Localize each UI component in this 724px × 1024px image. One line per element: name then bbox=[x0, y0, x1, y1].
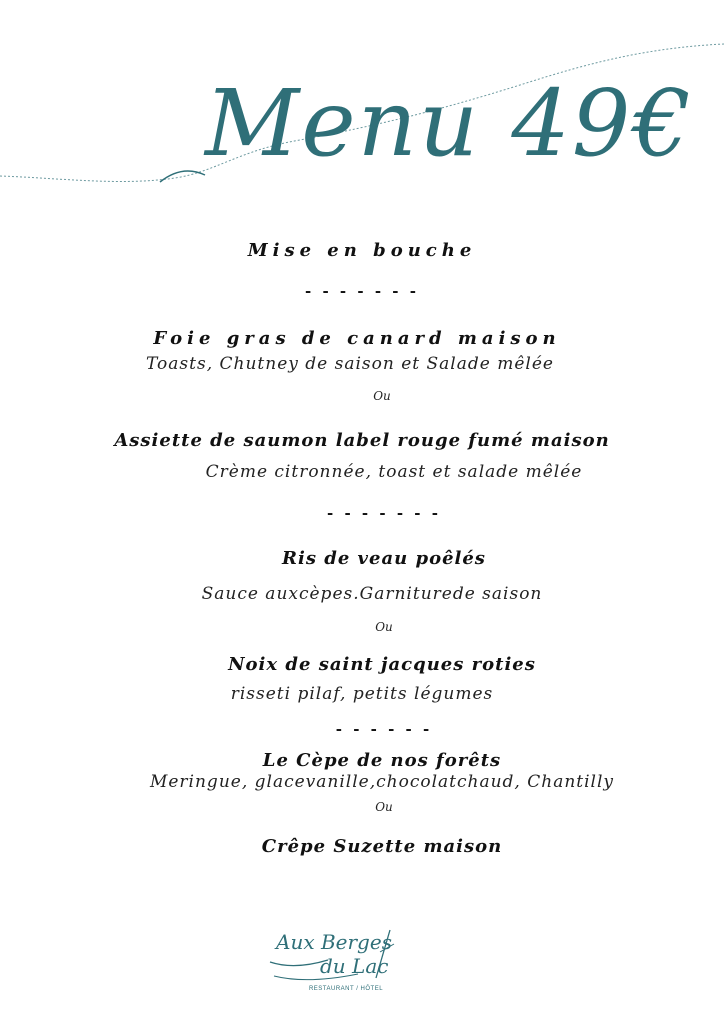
main-1-desc: Sauce auxcèpes.Garniturede saison bbox=[201, 584, 543, 604]
or-label-2: Ou bbox=[375, 620, 393, 634]
starter-1-name: Foie gras de canard maison bbox=[153, 328, 561, 349]
menu-title: Menu 49€ bbox=[205, 70, 693, 177]
logo-line-2: du Lac bbox=[320, 954, 389, 978]
separator-2: - - - - - - - bbox=[327, 504, 441, 522]
logo-line-1: Aux Berges bbox=[276, 930, 392, 954]
main-2-name: Noix de saint jacques roties bbox=[228, 654, 536, 675]
dessert-2-name: Crêpe Suzette maison bbox=[261, 836, 503, 857]
restaurant-logo bbox=[268, 922, 418, 998]
starter-2-name: Assiette de saumon label rouge fumé maison bbox=[114, 430, 610, 451]
logo-tagline: RESTAURANT / HÔTEL bbox=[308, 986, 384, 992]
or-label-1: Ou bbox=[373, 389, 391, 403]
or-label-3: Ou bbox=[375, 800, 393, 814]
dessert-1-name: Le Cèpe de nos forêts bbox=[262, 750, 502, 771]
dessert-1-desc: Meringue, glacevanille,chocolatchaud, Chantilly bbox=[149, 772, 615, 792]
separator-3: - - - - - - bbox=[335, 720, 433, 738]
separator-1: - - - - - - - bbox=[305, 282, 419, 300]
amuse-bouche-heading: Mise en bouche bbox=[247, 240, 477, 261]
main-2-desc: risseti pilaf, petits légumes bbox=[230, 684, 494, 704]
starter-1-desc: Toasts, Chutney de saison et Salade mêlée bbox=[146, 354, 554, 374]
starter-2-desc: Crème citronnée, toast et salade mêlée bbox=[205, 462, 583, 482]
main-1-name: Ris de veau poêlés bbox=[282, 548, 486, 569]
